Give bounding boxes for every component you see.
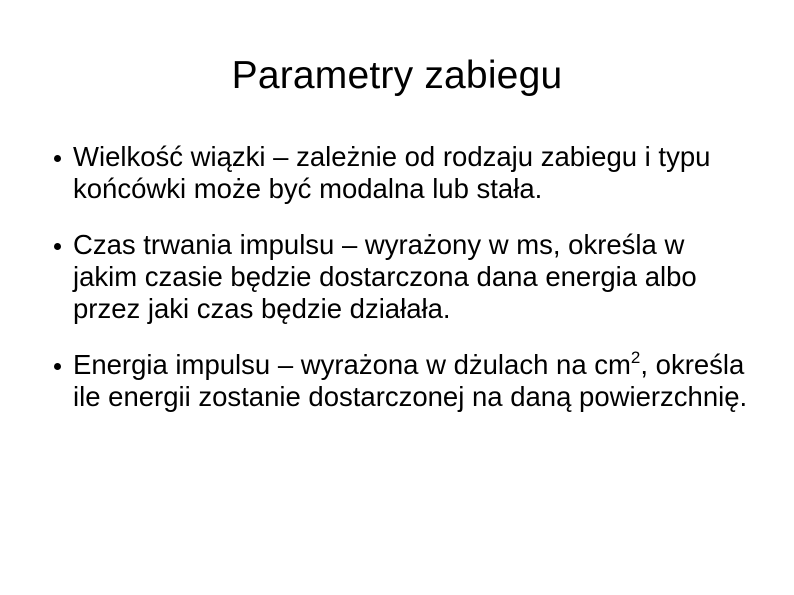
bullet-list bbox=[52, 141, 752, 437]
bullet-dot-icon bbox=[54, 363, 61, 370]
bullet-text-before: Energia impulsu – wyrażona w dżulach na cm bbox=[73, 349, 631, 380]
list-item bbox=[52, 229, 752, 325]
list-item bbox=[52, 141, 752, 205]
bullet-dot-icon bbox=[54, 243, 61, 250]
bullet-text-after: , określa ile energii zostanie dostarczonej na daną powierzchnię. bbox=[73, 349, 748, 412]
slide-title: Parametry zabiegu bbox=[231, 54, 563, 97]
bullet-text bbox=[73, 349, 752, 413]
list-item bbox=[52, 349, 752, 413]
bullet-dot-icon bbox=[54, 155, 61, 162]
bullet-text: Wielkość wiązki – zależnie od rodzaju zabiegu i typu końcówki może być modalna lub stała. bbox=[73, 141, 711, 204]
bullet-text: Czas trwania impulsu – wyrażony w ms, określa w jakim czasie będzie dostarczona dana energia albo przez jaki czas będzie działała. bbox=[73, 229, 697, 324]
superscript: 2 bbox=[630, 348, 641, 367]
